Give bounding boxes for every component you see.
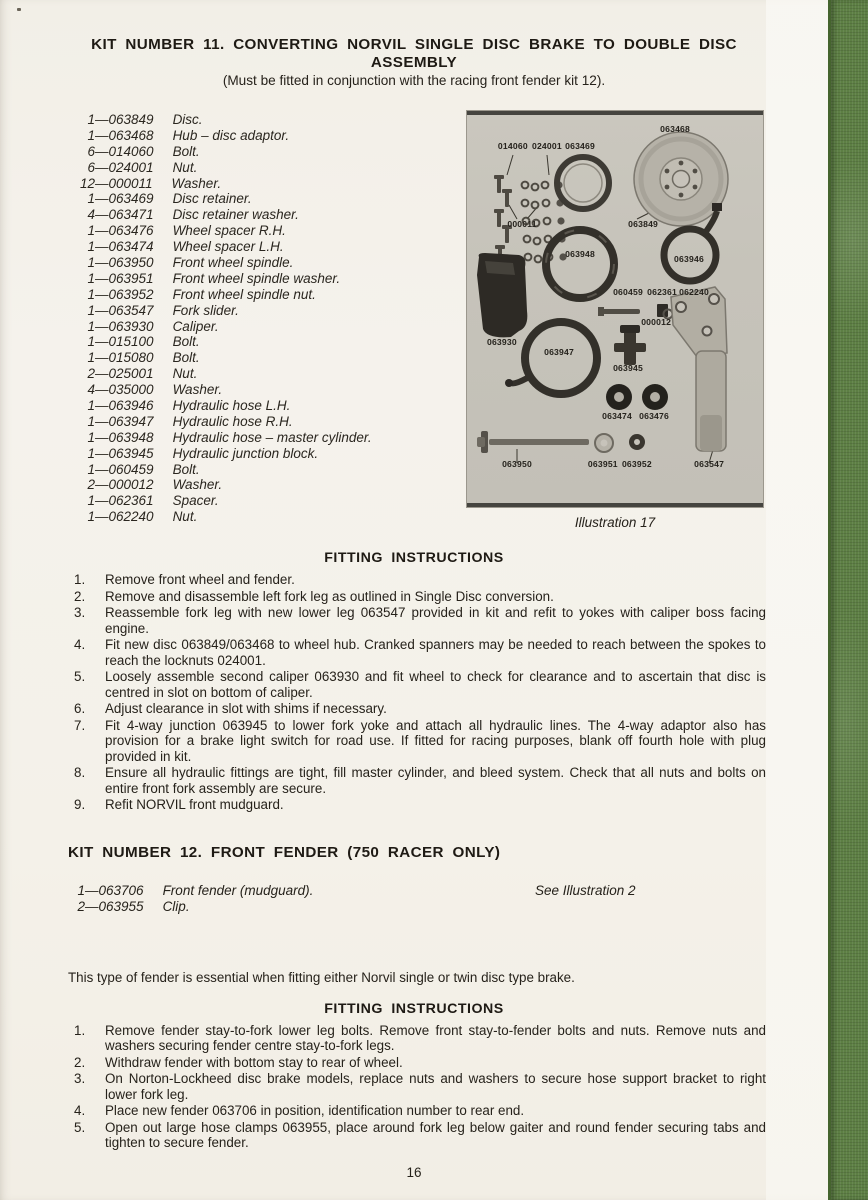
photo-part-label: 063950 — [502, 458, 532, 469]
photo-part-label: 063468 — [660, 123, 691, 134]
part-row — [78, 382, 372, 398]
illustration-17 — [467, 111, 763, 530]
part-qty: 1 — [87, 286, 95, 302]
part-row — [78, 462, 372, 478]
part-dash: — — [85, 898, 99, 914]
photo-part-label: 000011 — [507, 218, 537, 229]
part-number: 063547 — [108, 302, 154, 318]
part-qty: 6 — [87, 159, 95, 175]
part-row — [78, 303, 372, 319]
part-qty: 4 — [87, 207, 95, 223]
part-qty: 2 — [87, 366, 95, 382]
fitting-step: Ensure all hydraulic fittings are tight, fill master cylinder, and bleed system. Check that all nuts and bolts on entire front fork assembly are secure. — [105, 765, 766, 796]
fitting-step: Fit 4-way junction 063945 to lower fork yoke and attach all hydraulic lines. The 4-way adaptor also has provision for a brake light switch for road use. If fitted for racing purposes, blank off fourth hole with plug provided in kit. — [105, 717, 766, 764]
part-dash: — — [95, 159, 109, 175]
fitting-step: Refit NORVIL front mudguard. — [105, 797, 284, 812]
part-dash: — — [95, 366, 109, 382]
part-dash: — — [95, 270, 109, 286]
part-number: 063947 — [108, 413, 154, 429]
kit11-parts-list — [78, 112, 372, 525]
part-number: 063950 — [108, 255, 154, 271]
part-number: 063930 — [108, 318, 154, 334]
photo-part-label: 063945 — [613, 362, 643, 373]
part-row — [78, 112, 372, 128]
part-qty: 1 — [87, 191, 95, 207]
part-dash: — — [95, 413, 109, 429]
part-description: Washer. — [171, 175, 222, 191]
fitting-step: Loosely assemble second caliper 063930 and fit wheel to check for clearance and to ascertain that disc is centred in slot on bottom of caliper. — [105, 669, 766, 700]
part-dash: — — [95, 302, 109, 318]
part-description: Hub – disc adaptor. — [172, 127, 290, 143]
part-row — [78, 287, 372, 303]
part-description: Front fender (mudguard). — [162, 882, 314, 898]
part-number: 062361 — [108, 493, 154, 509]
part-number: 063945 — [108, 445, 154, 461]
part-dash: — — [95, 429, 109, 445]
fitting-step: Withdraw fender with bottom stay to rear of wheel. — [105, 1054, 403, 1070]
part-description: Clip. — [162, 898, 190, 914]
photo-part-label: 063952 — [621, 458, 652, 469]
part-row — [78, 446, 372, 462]
part-dash: — — [95, 350, 109, 366]
part-row — [78, 191, 372, 207]
part-number: 063468 — [108, 127, 154, 143]
part-number: 000012 — [108, 477, 154, 493]
kit11-subtitle: (Must be fitted in conjunction with the racing front fender kit 12). — [222, 73, 606, 88]
photo-part-label: 060459 — [613, 286, 643, 297]
part-number: 015080 — [108, 350, 154, 366]
part-row — [78, 176, 372, 192]
part-qty: 6 — [87, 143, 95, 159]
part-description: Disc retainer washer. — [172, 207, 299, 223]
part-number: 063946 — [108, 398, 154, 414]
fitting-step: Place new fender 063706 in position, identification number to rear end. — [105, 1103, 525, 1119]
kit12-intro: This type of fender is essential when fitting either Norvil single or twin disc type brake. — [68, 969, 575, 985]
part-description: Hydraulic hose R.H. — [172, 413, 293, 429]
part-number: 014060 — [108, 143, 154, 159]
part-description: Front wheel spindle washer. — [172, 270, 341, 286]
part-qty: 1 — [87, 127, 95, 143]
photo-part-label: 062361 — [647, 286, 678, 297]
part-dash: — — [95, 477, 109, 493]
illustration-caption: Illustration 17 — [574, 515, 656, 530]
part-qty: 1 — [87, 350, 95, 366]
part-dash: — — [95, 398, 109, 414]
part-qty: 1 — [87, 255, 95, 271]
part-qty: 1 — [87, 334, 95, 350]
part-description: Disc retainer. — [172, 191, 252, 207]
part-number: 060459 — [108, 461, 154, 477]
part-qty: 2 — [77, 898, 85, 914]
kit12-parts-section — [0, 883, 828, 915]
part-description: Front wheel spindle. — [172, 255, 294, 271]
part-qty: 1 — [87, 302, 95, 318]
part-qty: 2 — [87, 477, 95, 493]
part-row — [78, 144, 372, 160]
part-number: 063476 — [108, 223, 154, 239]
part-description: Hydraulic hose L.H. — [172, 398, 291, 414]
kit11-title-line2: ASSEMBLY — [370, 54, 458, 71]
part-number: 063849 — [108, 112, 154, 127]
part-qty: 1 — [77, 882, 85, 898]
part-row — [78, 128, 372, 144]
part-number: 063474 — [108, 239, 154, 255]
book-binding-edge — [828, 0, 868, 1200]
photo-part-label: 063946 — [674, 253, 704, 264]
kit12-fitting-steps — [68, 1023, 766, 1151]
part-row — [78, 350, 372, 366]
kit11-header — [0, 0, 828, 88]
photo-part-label: 063469 — [565, 141, 596, 152]
part-number: 025001 — [108, 366, 154, 382]
part-number: 063951 — [108, 270, 154, 286]
part-row — [78, 319, 372, 335]
part-qty: 1 — [87, 398, 95, 414]
part-dash: — — [95, 318, 109, 334]
part-number: 035000 — [108, 382, 154, 398]
kit11-fitting-steps — [68, 572, 766, 813]
part-dash: — — [95, 286, 109, 302]
part-row — [78, 414, 372, 430]
part-description: Spacer. — [172, 493, 219, 509]
part-description: Washer. — [172, 382, 223, 398]
part-dash: — — [95, 239, 109, 255]
part-description: Hydraulic junction block. — [172, 445, 319, 461]
photo-part-label: 063547 — [694, 458, 725, 469]
fitting-step: Fit new disc 063849/063468 to wheel hub. Cranked spanners may be needed to reach between the spokes to reach the locknuts 024001. — [105, 637, 766, 668]
part-dash: — — [95, 461, 109, 477]
part-row — [78, 255, 372, 271]
part-dash: — — [95, 255, 109, 271]
part-description: Disc. — [172, 112, 203, 127]
part-description: Wheel spacer L.H. — [172, 239, 284, 255]
part-description: Nut. — [172, 159, 198, 175]
part-qty: 1 — [87, 318, 95, 334]
photo-part-label: 063947 — [544, 347, 574, 358]
part-dash: — — [95, 493, 109, 509]
part-dash: — — [95, 382, 109, 398]
photo-part-label: 014060 — [497, 141, 528, 152]
part-description: Front wheel spindle nut. — [172, 286, 316, 302]
part-row — [78, 239, 372, 255]
photo-part-label: 063474 — [602, 410, 633, 421]
part-description: Bolt. — [172, 461, 200, 477]
kit12-title: KIT NUMBER 12. FRONT FENDER (750 RACER ONLY) — [68, 843, 501, 861]
part-description: Nut. — [172, 366, 198, 382]
part-description: Bolt. — [172, 350, 200, 366]
part-dash: — — [95, 112, 109, 127]
photo-part-label: 063948 — [565, 249, 596, 260]
fitting-step: Adjust clearance in slot with shims if necessary. — [105, 701, 387, 716]
part-row — [78, 509, 372, 525]
part-number: 063706 — [98, 882, 144, 898]
part-row — [78, 160, 372, 176]
part-description: Hydraulic hose – master cylinder. — [172, 429, 372, 445]
photo-part-label: 063930 — [486, 337, 517, 348]
part-dash: — — [95, 207, 109, 223]
part-row — [68, 883, 828, 899]
part-dash: — — [95, 223, 109, 239]
fitting-step: On Norton-Lockheed disc brake models, replace nuts and washers to secure hose support bracket to right lower fork leg. — [105, 1071, 766, 1102]
part-number: 024001 — [108, 159, 154, 175]
part-dash: — — [95, 509, 109, 525]
fitting-step: Remove front wheel and fender. — [105, 572, 295, 587]
part-number: 063952 — [108, 286, 154, 302]
fitting-step: Remove and disassemble left fork leg as outlined in Single Disc conversion. — [105, 588, 554, 604]
part-row — [78, 223, 372, 239]
part-row — [78, 366, 372, 382]
part-row — [78, 477, 372, 493]
part-number: 063955 — [98, 898, 144, 914]
part-qty: 1 — [87, 112, 95, 127]
part-number: 000011 — [108, 175, 153, 191]
fitting-step: Open out large hose clamps 063955, place around fork leg below gaiter and round fender securing tabs and tighten to secure fender. — [105, 1119, 766, 1151]
kit12-fitting-heading: FITTING INSTRUCTIONS — [324, 1000, 504, 1017]
kit11-fitting-heading: FITTING INSTRUCTIONS — [324, 550, 504, 566]
part-description: Bolt. — [172, 334, 200, 350]
parts-photo-drawing — [467, 115, 763, 511]
part-qty: 1 — [87, 509, 95, 525]
part-number: 063471 — [108, 207, 154, 223]
part-dash: — — [95, 191, 109, 207]
part-row — [78, 493, 372, 509]
part-dash: — — [95, 175, 109, 191]
part-row — [78, 398, 372, 414]
photo-part-label: 000012 — [641, 316, 672, 327]
kit11-title-line1: KIT NUMBER 11. CONVERTING NORVIL SINGLE DISC BRAKE TO DOUBLE DISC — [91, 36, 737, 53]
part-qty: 1 — [87, 223, 95, 239]
part-number: 063948 — [108, 429, 154, 445]
part-row — [68, 899, 828, 915]
part-number: 063469 — [108, 191, 154, 207]
part-qty: 12 — [79, 175, 95, 191]
part-description: Bolt. — [172, 143, 200, 159]
photo-part-label: 062240 — [679, 286, 709, 297]
part-qty: 1 — [87, 413, 95, 429]
part-qty: 4 — [87, 382, 95, 398]
part-number: 062240 — [108, 509, 154, 525]
part-description: Caliper. — [172, 318, 219, 334]
part-row — [78, 334, 372, 350]
part-description: Nut. — [172, 509, 198, 525]
see-illustration-note: See Illustration 2 — [535, 882, 636, 898]
part-qty: 1 — [87, 239, 95, 255]
photo-part-label: 063476 — [639, 410, 670, 421]
part-dash: — — [95, 334, 109, 350]
part-dash: — — [95, 445, 109, 461]
part-row — [78, 271, 372, 287]
photo-part-label: 024001 — [531, 141, 562, 152]
part-qty: 1 — [87, 429, 95, 445]
kit11-body — [0, 88, 828, 548]
part-dash: — — [85, 882, 99, 898]
page-number: 16 — [406, 1164, 422, 1180]
part-row — [78, 207, 372, 223]
part-qty: 1 — [87, 270, 95, 286]
part-dash: — — [95, 127, 109, 143]
part-dash: — — [95, 143, 109, 159]
part-row — [78, 430, 372, 446]
fitting-step: Remove fender stay-to-fork lower leg bolts. Remove front stay-to-fender bolts and nuts. Remove nuts and washers securing fender centre stay-to-fork legs. — [105, 1022, 766, 1054]
photo-part-label: 063951 — [587, 458, 618, 469]
part-number: 015100 — [108, 334, 154, 350]
part-qty: 1 — [87, 445, 95, 461]
fitting-step: Reassemble fork leg with new lower leg 063547 provided in kit and refit to yokes with caliper boss facing engine. — [105, 605, 766, 636]
kit12-parts-list — [68, 883, 828, 915]
part-description: Wheel spacer R.H. — [172, 223, 286, 239]
part-qty: 1 — [87, 461, 95, 477]
part-qty: 1 — [87, 493, 95, 509]
parts-photo — [467, 111, 763, 507]
part-description: Fork slider. — [172, 302, 239, 318]
photo-part-label: 063849 — [628, 218, 659, 229]
part-description: Washer. — [172, 477, 223, 493]
